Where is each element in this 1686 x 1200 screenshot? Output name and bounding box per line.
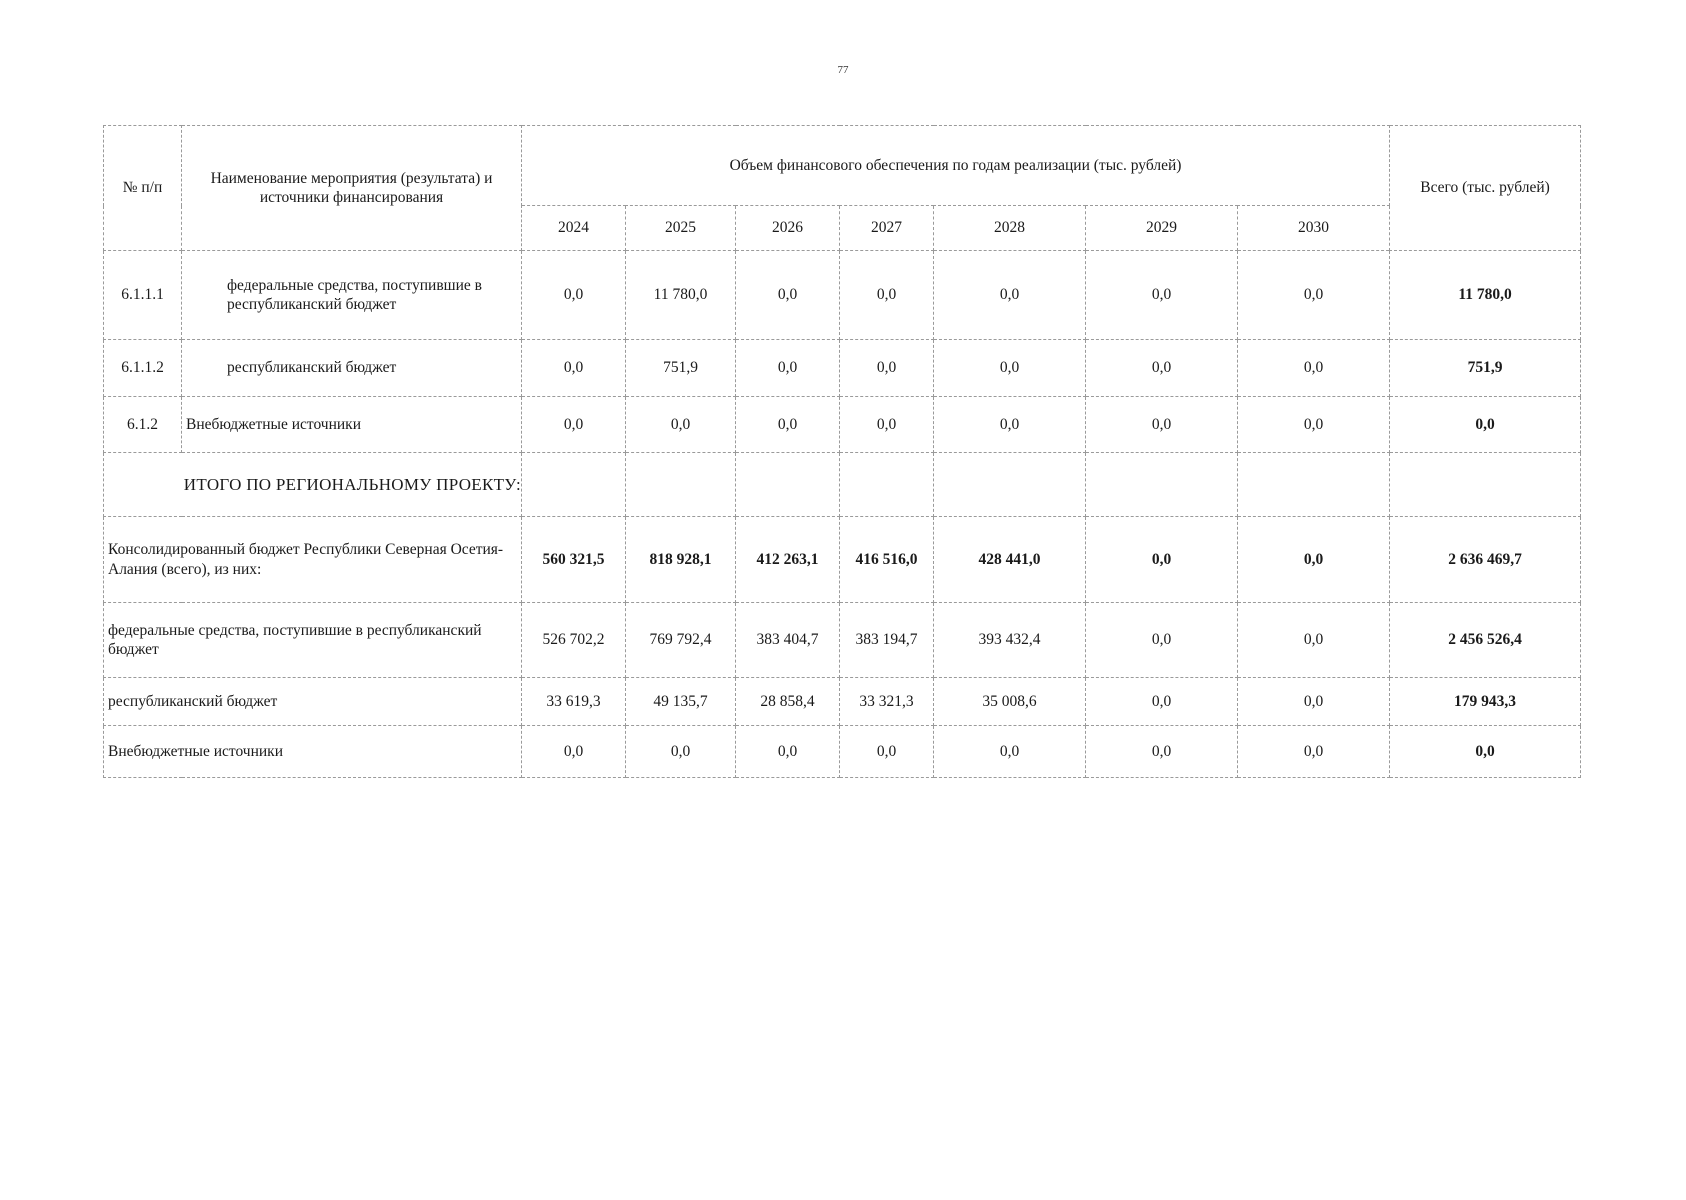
- financing-table: [103, 125, 1581, 778]
- total-cell: 0,0: [1390, 726, 1581, 778]
- table-row: [104, 678, 1581, 726]
- value-cell: 0,0: [1238, 726, 1390, 778]
- row-name: федеральные средства, поступившие в республиканский бюджет: [104, 603, 522, 678]
- header-volume: Объем финансового обеспечения по годам реализации (тыс. рублей): [522, 126, 1390, 206]
- total-cell: 0,0: [1390, 397, 1581, 453]
- value-cell: 0,0: [934, 726, 1086, 778]
- value-cell: 0,0: [1086, 603, 1238, 678]
- value-cell: 818 928,1: [626, 517, 736, 603]
- value-cell: 0,0: [934, 340, 1086, 397]
- total-cell: 751,9: [1390, 340, 1581, 397]
- total-cell: 11 780,0: [1390, 251, 1581, 340]
- value-cell: 0,0: [1086, 678, 1238, 726]
- value-cell: 0,0: [934, 397, 1086, 453]
- total-title-row: [104, 453, 1581, 517]
- value-cell: 33 619,3: [522, 678, 626, 726]
- value-cell: 0,0: [840, 726, 934, 778]
- value-cell: 0,0: [1086, 726, 1238, 778]
- value-cell: 0,0: [1238, 678, 1390, 726]
- value-cell: 11 780,0: [626, 251, 736, 340]
- value-cell: 28 858,4: [736, 678, 840, 726]
- value-cell: 0,0: [1238, 517, 1390, 603]
- value-cell: 0,0: [840, 340, 934, 397]
- total-title: ИТОГО ПО РЕГИОНАЛЬНОМУ ПРОЕКТУ:: [104, 453, 522, 517]
- value-cell: 0,0: [1086, 340, 1238, 397]
- row-number: 6.1.1.2: [104, 340, 182, 397]
- value-cell: 0,0: [736, 340, 840, 397]
- value-cell: 0,0: [626, 397, 736, 453]
- value-cell: 0,0: [626, 726, 736, 778]
- value-cell: 0,0: [522, 726, 626, 778]
- value-cell: 0,0: [840, 397, 934, 453]
- value-cell: 0,0: [736, 251, 840, 340]
- value-cell: 412 263,1: [736, 517, 840, 603]
- value-cell: 0,0: [840, 251, 934, 340]
- value-cell: 0,0: [522, 340, 626, 397]
- header-name: Наименование мероприятия (результата) и источники финансирования: [182, 126, 522, 251]
- value-cell: 49 135,7: [626, 678, 736, 726]
- value-cell: 35 008,6: [934, 678, 1086, 726]
- value-cell: 0,0: [522, 251, 626, 340]
- row-name: Внебюджетные источники: [104, 726, 522, 778]
- value-cell: 0,0: [522, 397, 626, 453]
- header-number: № п/п: [104, 126, 182, 251]
- row-name: федеральные средства, поступившие в республиканский бюджет: [182, 251, 522, 340]
- total-cell: 179 943,3: [1390, 678, 1581, 726]
- value-cell: 0,0: [1238, 603, 1390, 678]
- value-cell: 416 516,0: [840, 517, 934, 603]
- table-row: [104, 726, 1581, 778]
- value-cell: 526 702,2: [522, 603, 626, 678]
- row-number: 6.1.1.1: [104, 251, 182, 340]
- value-cell: 383 194,7: [840, 603, 934, 678]
- value-cell: 0,0: [1086, 251, 1238, 340]
- value-cell: 33 321,3: [840, 678, 934, 726]
- value-cell: 0,0: [736, 397, 840, 453]
- value-cell: 751,9: [626, 340, 736, 397]
- row-name: Консолидированный бюджет Республики Северная Осетия-Алания (всего), из них:: [104, 517, 522, 603]
- total-cell: 2 636 469,7: [1390, 517, 1581, 603]
- row-name: Внебюджетные источники: [182, 397, 522, 453]
- value-cell: 0,0: [1086, 517, 1238, 603]
- value-cell: 0,0: [736, 726, 840, 778]
- value-cell: 0,0: [934, 251, 1086, 340]
- header-year: 2025: [626, 206, 736, 251]
- value-cell: 0,0: [1238, 251, 1390, 340]
- table-row: [104, 517, 1581, 603]
- header-year: 2024: [522, 206, 626, 251]
- value-cell: 0,0: [1086, 397, 1238, 453]
- total-cell: 2 456 526,4: [1390, 603, 1581, 678]
- table-row: [104, 340, 1581, 397]
- row-name: республиканский бюджет: [104, 678, 522, 726]
- table-row: [104, 603, 1581, 678]
- header-year: 2027: [840, 206, 934, 251]
- header-year: 2026: [736, 206, 840, 251]
- header-year: 2029: [1086, 206, 1238, 251]
- value-cell: 0,0: [1238, 340, 1390, 397]
- value-cell: 428 441,0: [934, 517, 1086, 603]
- header-total: Всего (тыс. рублей): [1390, 126, 1581, 251]
- header-year: 2030: [1238, 206, 1390, 251]
- header-year: 2028: [934, 206, 1086, 251]
- table-row: [104, 397, 1581, 453]
- row-number: 6.1.2: [104, 397, 182, 453]
- value-cell: 0,0: [1238, 397, 1390, 453]
- value-cell: 393 432,4: [934, 603, 1086, 678]
- row-name: республиканский бюджет: [182, 340, 522, 397]
- table-row: [104, 251, 1581, 340]
- page-number: 77: [837, 64, 849, 76]
- value-cell: 769 792,4: [626, 603, 736, 678]
- value-cell: 383 404,7: [736, 603, 840, 678]
- value-cell: 560 321,5: [522, 517, 626, 603]
